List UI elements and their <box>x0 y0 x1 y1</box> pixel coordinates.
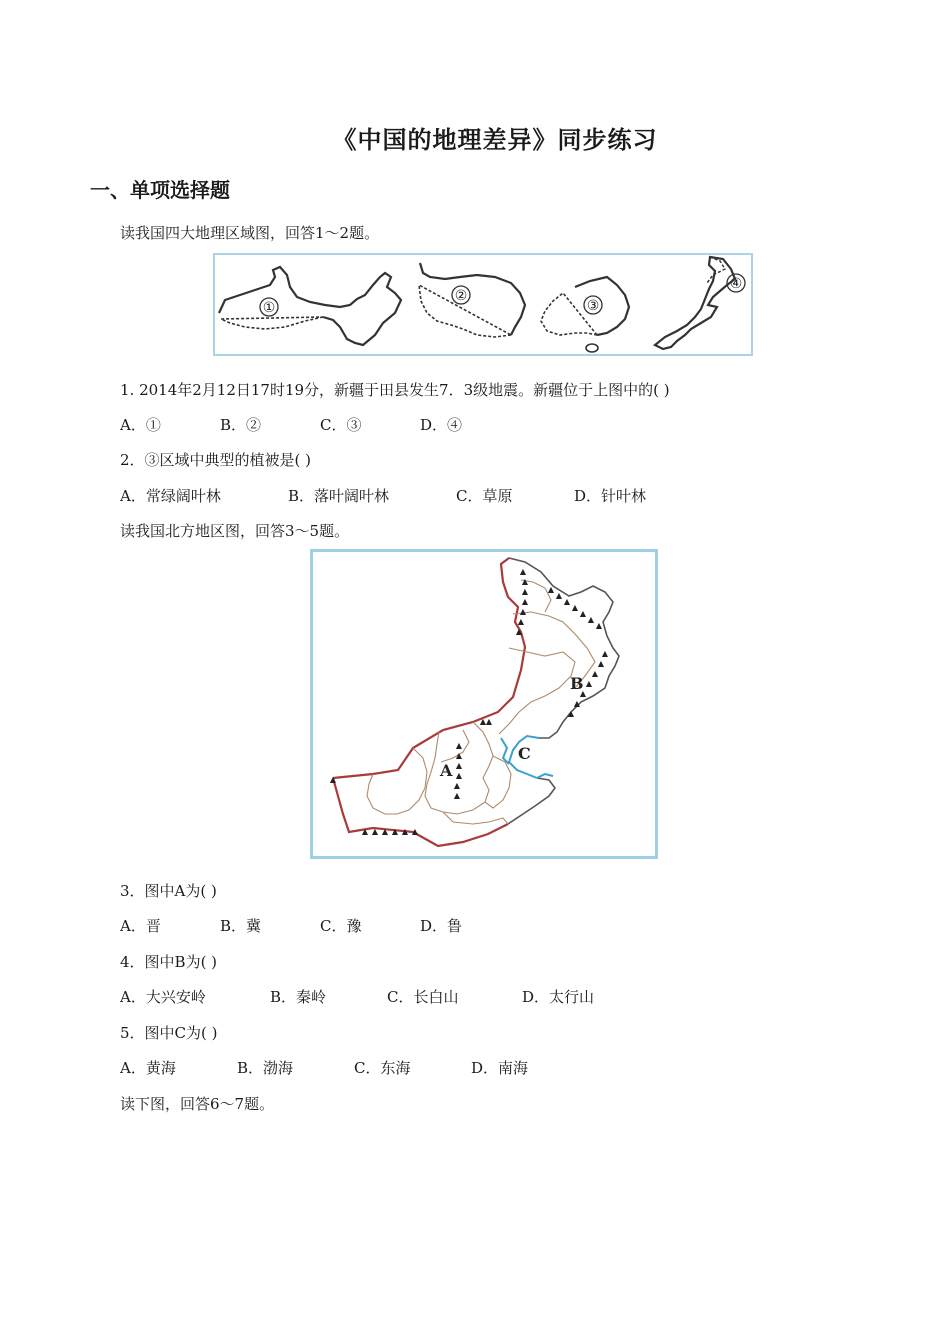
svg-text:▲: ▲ <box>601 649 609 658</box>
svg-text:▲: ▲ <box>401 827 409 836</box>
section-heading: 一、单项选择题 <box>90 178 230 202</box>
intro-q6-7: 读下图，回答6～7题。 <box>120 1095 275 1113</box>
q5-option-b: B．渤海 <box>237 1059 294 1077</box>
svg-text:▲: ▲ <box>391 827 399 836</box>
svg-text:▲: ▲ <box>585 679 593 688</box>
q5-option-c: C．东海 <box>354 1059 411 1077</box>
svg-text:▲: ▲ <box>329 775 337 784</box>
svg-text:▲: ▲ <box>573 699 581 708</box>
question-1-options <box>120 414 462 435</box>
svg-text:▲: ▲ <box>521 597 529 606</box>
region-label-4: ④ <box>729 276 743 292</box>
question-2-options <box>120 485 646 506</box>
northern-china-map <box>310 549 658 859</box>
question-4-stem: 4．图中B为( ) <box>120 953 218 971</box>
svg-text:▲: ▲ <box>361 827 369 836</box>
q2-option-d: D．针叶林 <box>574 487 647 505</box>
q1-option-d: D．④ <box>420 416 463 434</box>
q3-option-b: B．冀 <box>220 917 262 935</box>
q2-option-b: B．落叶阔叶林 <box>288 487 390 505</box>
svg-text:▲: ▲ <box>521 577 529 586</box>
q3-option-d: D．鲁 <box>420 917 463 935</box>
svg-text:▲: ▲ <box>579 609 587 618</box>
map-label-b: B <box>570 674 584 693</box>
svg-text:▲: ▲ <box>455 771 463 780</box>
svg-text:▲: ▲ <box>517 617 525 626</box>
q1-option-a: A．① <box>120 416 161 434</box>
svg-text:▲: ▲ <box>519 607 527 616</box>
map-label-c: C <box>518 744 531 763</box>
q1-option-c: C．③ <box>320 416 362 434</box>
svg-text:▲: ▲ <box>591 669 599 678</box>
q2-option-c: C．草原 <box>456 487 513 505</box>
svg-text:▲: ▲ <box>547 585 555 594</box>
q4-option-c: C．长白山 <box>387 988 459 1006</box>
question-5-options <box>120 1057 528 1078</box>
q4-option-b: B．秦岭 <box>270 988 327 1006</box>
svg-text:▲: ▲ <box>371 827 379 836</box>
svg-text:▲: ▲ <box>519 567 527 576</box>
question-1-stem: 1. 2014年2月12日17时19分，新疆于田县发生7．3级地震。新疆位于上图中的( ) <box>120 381 670 399</box>
svg-text:▲: ▲ <box>515 627 523 636</box>
svg-text:▲: ▲ <box>411 827 419 836</box>
region-label-1: ① <box>262 300 276 316</box>
svg-text:▲: ▲ <box>595 621 603 630</box>
q4-option-d: D．太行山 <box>522 988 595 1006</box>
svg-text:▲: ▲ <box>597 659 605 668</box>
question-5-stem: 5．图中C为( ) <box>120 1024 218 1042</box>
svg-text:▲: ▲ <box>521 587 529 596</box>
intro-q1-2: 读我国四大地理区域图，回答1～2题。 <box>120 224 380 242</box>
svg-text:▲: ▲ <box>579 689 587 698</box>
svg-text:▲: ▲ <box>555 591 563 600</box>
q5-option-d: D．南海 <box>471 1059 529 1077</box>
q5-option-a: A．黄海 <box>120 1059 176 1077</box>
question-3-options <box>120 915 462 936</box>
svg-text:▲: ▲ <box>563 597 571 606</box>
q3-option-a: A．晋 <box>120 917 161 935</box>
svg-text:▲: ▲ <box>567 709 575 718</box>
question-2-stem: 2．③区域中典型的植被是( ) <box>120 451 312 469</box>
q1-option-b: B．② <box>220 416 262 434</box>
region-label-3: ③ <box>586 298 600 314</box>
intro-q3-5: 读我国北方地区图，回答3～5题。 <box>120 522 350 540</box>
svg-text:▲: ▲ <box>479 717 487 726</box>
svg-text:▲: ▲ <box>381 827 389 836</box>
svg-text:▲: ▲ <box>485 717 493 726</box>
svg-text:▲: ▲ <box>587 615 595 624</box>
svg-text:▲: ▲ <box>455 751 463 760</box>
question-4-options <box>120 986 594 1007</box>
svg-text:▲: ▲ <box>453 791 461 800</box>
four-regions-map <box>213 253 753 356</box>
svg-text:▲: ▲ <box>455 761 463 770</box>
q2-option-a: A．常绿阔叶林 <box>120 487 221 505</box>
q3-option-c: C．豫 <box>320 917 362 935</box>
region-label-2: ② <box>454 288 468 304</box>
map-label-a: A <box>440 761 453 780</box>
svg-text:▲: ▲ <box>455 741 463 750</box>
svg-text:▲: ▲ <box>453 781 461 790</box>
q4-option-a: A．大兴安岭 <box>120 988 206 1006</box>
page-title: 《中国的地理差异》同步练习 <box>332 125 658 154</box>
question-3-stem: 3．图中A为( ) <box>120 882 217 900</box>
svg-text:▲: ▲ <box>571 603 579 612</box>
